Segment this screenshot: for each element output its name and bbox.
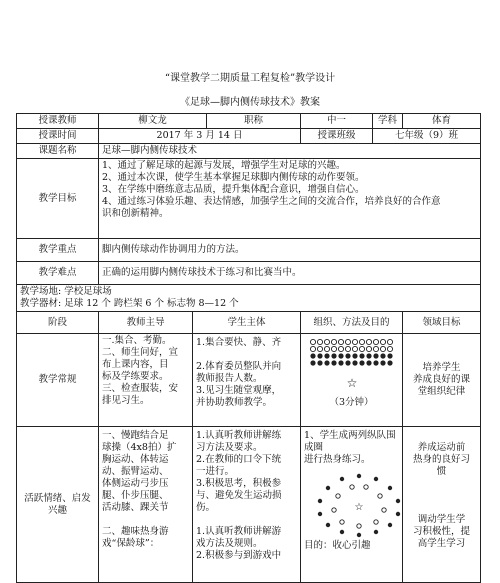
circle-formation-diagram [304,470,403,538]
warmup-teacher: 一、慢跑结合足 球操（4x8拍）扩 胸运动、体转运 动、振臂运动、 体侧运动弓步压 腿、仆步压腿、 活动膝、踝关节 二、趣味热身游 戏“保龄球”： [99,427,193,583]
equipment-label: 教学器材: [20,298,62,309]
lesson-plan-table [16,113,481,583]
warmup-goal: 养成运动前 热身的良好习 惯 调动学生学 习积极性，提 高学生学习 [403,427,481,583]
difficulty-text: 正确的运用脚内侧传球技术于练习和比赛当中。 [99,262,481,285]
venue-label: 教学场地: [20,286,62,297]
goals-list [99,159,481,239]
title-label: 职称 [207,114,301,129]
topic-label: 课题名称 [17,144,99,159]
goals-label: 教学目标 [17,159,99,239]
venue-equipment [17,285,481,312]
goal-item: 2、通过本次课，使学生基本掌握足球脚内侧传球的动作要领。 [102,172,365,183]
warmup-purpose: 目的：收心引趣 [304,540,371,551]
doc-title: 《足球—脚内侧传球技术》教案 [180,97,320,108]
time-value: 2017 年 3 月 14 日 [99,129,301,144]
teacher-label: 授课教师 [17,114,99,129]
teacher-name: 柳文龙 [99,114,207,129]
difficulty-label: 教学难点 [17,262,99,285]
routine-duration: （3分钟） [329,397,374,408]
stage-warmup: 活跃情绪、启发兴趣 [17,427,99,583]
topic-value: 足球—脚内侧传球技术 [99,144,481,159]
class-label: 授课班级 [301,129,373,144]
goal-item: 1、通过了解足球的起源与发展，增强学生对足球的兴趣。 [102,160,346,171]
col-domain-goal: 领域目标 [403,312,481,334]
goal-item: 4、通过练习体验乐趣、表达情感，加强学生之间的交流合作，培养良好的合作意 [102,196,441,207]
key-label: 教学重点 [17,239,99,262]
col-student: 学生主体 [193,312,301,334]
doc-subtitle: “课堂教学二期质量工程复检”教学设计 [164,73,336,84]
warmup-student: 1.认真听教师讲解练 习方法及要求。 2.在教师的口令下统 一进行。 3.积极思考，积极参 与、避免发生运动损 伤。 1.认真听教师讲解游 戏方法及规则。 2.积极参与到游戏中 [193,427,301,583]
title-value: 中一 [301,114,373,129]
venue-text: 学校足球场 [64,286,112,297]
routine-student: 1.集合要快、静、齐 2.体育委员整队并向 教师报告人数。 3.见习生随堂观摩， 并协助教师教学。 [193,334,301,427]
subject-label: 学科 [373,114,403,129]
equipment-text: 足球 12 个 跨栏架 6 个 标志物 8—12 个 [64,298,239,309]
key-text: 脚内侧传球动作协调用力的方法。 [99,239,481,262]
routine-teacher: 一.集合、考勤。 二、师生问好，宣 布上课内容，目 标及学练要求。 三、检查服装，安 排见习生。 [99,334,193,427]
formation-diagram [304,337,400,395]
col-teacher: 教师主导 [99,312,193,334]
routine-organization [301,334,403,427]
goal-item: 3、在学练中磨练意志品质，提升集体配合意识，增强自信心。 [102,184,365,195]
warmup-organization: 1、学生成两列纵队围成圈 进行热身练习。 ☆ 目的：收心引趣 [301,427,403,583]
teacher-star-icon: ☆ [346,376,358,390]
class-value: 七年级（9）班 [373,129,481,144]
col-stage: 阶段 [17,312,99,334]
goal-item: 识和创新精神。 [102,208,169,219]
col-organization: 组织、方法及目的 [301,312,403,334]
subject-value: 体育 [403,114,481,129]
time-label: 授课时间 [17,129,99,144]
stage-routine: 教学常规 [17,334,99,427]
svg-text:☆: ☆ [354,502,364,513]
routine-goal: 培养学生 养成良好的课 堂组织纪律 [403,334,481,427]
